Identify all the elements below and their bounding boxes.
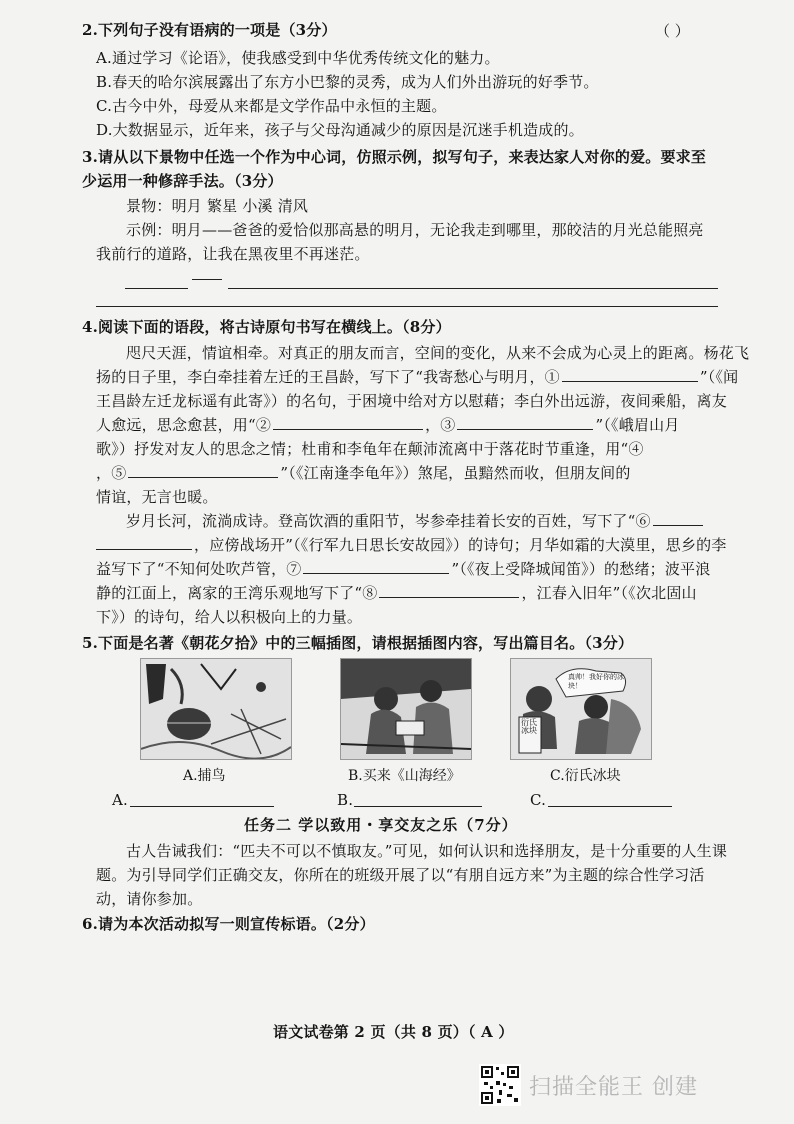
q4-p2-line1-text: 岁月长河，流淌成诗。登高饮酒的重阳节，岑参牵挂着长安的百姓，写下了“⑥ xyxy=(126,512,651,530)
q4-p1-line4 xyxy=(96,415,680,435)
q4-p1-line6-start: ，⑤ xyxy=(96,464,127,482)
q4-p1-line7: 情谊，无言也暖。 xyxy=(96,488,218,506)
q4-p1-line4-text: 人愈远，思念愈甚，用“② xyxy=(96,416,272,434)
q4-p1-line3: 王昌龄左迁龙标遥有此寄》）的名句，于困境中给对方以慰藉；李白外出远游，夜间乘船，离友 xyxy=(96,392,727,410)
q4-p2-line3 xyxy=(96,559,710,579)
q4-p1-line6-end: ”（《江南逢李龟年》）煞尾，虽黯然而收，但朋友间的 xyxy=(280,464,631,482)
q4-p1-line4-end: ”（《峨眉山月 xyxy=(595,416,680,434)
q2-option-a: A.通过学习《论语》，使我感受到中华优秀传统文化的魅力。 xyxy=(96,49,500,67)
q3-answer-line-1b[interactable] xyxy=(192,279,222,280)
q4-p2-line3-end: ”（《夜上受降城闻笛》）的愁绪；波平浪 xyxy=(451,560,711,578)
q4-p2-line4 xyxy=(96,583,697,603)
q2-title: 2.下列句子没有语病的一项是（3分） xyxy=(82,21,337,39)
caption-a: A.捕鸟 xyxy=(183,768,226,784)
blank-6[interactable] xyxy=(653,511,703,526)
q6-title: 6.请为本次活动拟写一则宣传标语。（2分） xyxy=(82,915,375,933)
q4-title: 4.阅读下面的语段，将古诗原句书写在横线上。（8分） xyxy=(82,318,451,336)
illustration-a-catching-birds xyxy=(140,658,292,760)
answer-c-label: C. xyxy=(530,791,547,809)
q4-p1-line2-text: 扬的日子里，李白牵挂着左迁的王昌龄，写下了“我寄愁心与明月，① xyxy=(96,368,560,386)
answer-b-blank[interactable] xyxy=(354,806,482,807)
q4-p1-line5 xyxy=(96,439,644,459)
q3-title-line1: 3.请从以下景物中任选一个作为中心词，仿照示例，拟写句子，来表达家人对你的爱。要求至 xyxy=(82,148,707,166)
answer-a-label: A. xyxy=(112,791,129,809)
q4-p2-line5: 下》）的诗句，给人以积极向上的力量。 xyxy=(96,608,363,626)
task2-title: 任务二 学以致用・享交友之乐（7分） xyxy=(244,816,518,834)
q3-title-line2: 少运用一种修辞手法。（3分） xyxy=(82,172,283,190)
q4-p1-line6 xyxy=(96,463,631,483)
answer-a-blank[interactable] xyxy=(130,806,274,807)
q4-p1-line1: 咫尺天涯，情谊相牵。对真正的朋友而言，空间的变化，从来不会成为心灵上的距离。杨花飞 xyxy=(126,344,750,362)
illustration-c-speech-bubble: 真帅！我好你的冰块！ xyxy=(568,673,624,690)
q3-scenery: 景物：明月 繁星 小溪 清风 xyxy=(126,197,309,215)
task2-intro-line1: 古人告诫我们：“匹夫不可以不慎取友。”可见，如何认识和选择朋友，是十分重要的人生课 xyxy=(126,842,728,860)
answer-c-blank[interactable] xyxy=(548,806,672,807)
blank-5[interactable] xyxy=(128,463,278,478)
blank-2[interactable] xyxy=(273,415,423,430)
q4-p2-line4-text: 静的江面上，离家的王湾乐观地写下了“⑧ xyxy=(96,584,378,602)
blank-7[interactable] xyxy=(303,559,449,574)
caption-b: B.买来《山海经》 xyxy=(348,768,461,784)
q4-p2-line4-end: ，江春入旧年”（《次北固山 xyxy=(521,584,697,602)
q4-p1-line5-text: 歌》）抒发对友人的思念之情；杜甫和李龟年在颠沛流离中于落花时节重逢，用“④ xyxy=(96,440,644,458)
q4-p2-line3-text: 益写下了“不知何处吹芦管，⑦ xyxy=(96,560,302,578)
q3-example-line1: 示例：明月——爸爸的爱恰似那高悬的明月，无论我走到哪里，那皎洁的月光总能照亮 xyxy=(126,221,704,239)
q4-p1-line2 xyxy=(96,367,738,387)
illustration-b-buying-shanhaijing xyxy=(340,658,472,760)
task2-intro-line3: 动，请你参加。 xyxy=(96,890,203,908)
qr-code-icon xyxy=(479,1064,521,1106)
q2-option-d: D.大数据显示，近年来，孩子与父母沟通减少的原因是沉迷手机造成的。 xyxy=(96,121,584,139)
q4-p2-line1 xyxy=(126,511,705,531)
q4-p1-line2-end: ”（《闻 xyxy=(699,368,739,386)
q2-option-b: B.春天的哈尔滨展露出了东方小巴黎的灵秀，成为人们外出游玩的好季节。 xyxy=(96,73,599,91)
q4-p2-line2 xyxy=(96,535,727,555)
caption-c: C.衍氏冰块 xyxy=(550,768,621,784)
q4-p2-line2-text: ，应傍战场开”（《行军九日思长安故园》）的诗句；月华如霜的大漠里，思乡的李 xyxy=(194,536,727,554)
q2-answer-paren: （ ） xyxy=(655,22,690,40)
answer-b-label: B. xyxy=(337,791,354,809)
illustration-c-yanshi-ice xyxy=(510,658,652,760)
illustration-c-sign: 衍氏冰块 xyxy=(521,718,537,735)
task2-intro-line2: 题。为引导同学们正确交友，你所在的班级开展了以“有朋自远方来”为主题的综合性学习活 xyxy=(96,866,705,884)
q2-option-c: C.古今中外，母爱从来都是文学作品中永恒的主题。 xyxy=(96,97,447,115)
q3-answer-line-2[interactable] xyxy=(96,306,718,307)
blank-3[interactable] xyxy=(457,415,593,430)
page-footer: 语文试卷第 2 页（共 8 页）（ A ） xyxy=(273,1023,514,1041)
q3-answer-line-1a[interactable] xyxy=(125,288,188,289)
q4-p1-line4-mid: ，③ xyxy=(425,416,456,434)
scanner-watermark: 扫描全能王 创建 xyxy=(529,1075,698,1100)
blank-8[interactable] xyxy=(379,583,519,598)
blank-6-cont[interactable] xyxy=(96,535,192,550)
q3-example-line2: 我前行的道路，让我在黑夜里不再迷茫。 xyxy=(96,245,370,263)
q3-answer-line-1c[interactable] xyxy=(228,288,718,289)
blank-1[interactable] xyxy=(562,367,698,382)
q5-title: 5.下面是名著《朝花夕拾》中的三幅插图，请根据插图内容，写出篇目名。（3分） xyxy=(82,634,634,652)
